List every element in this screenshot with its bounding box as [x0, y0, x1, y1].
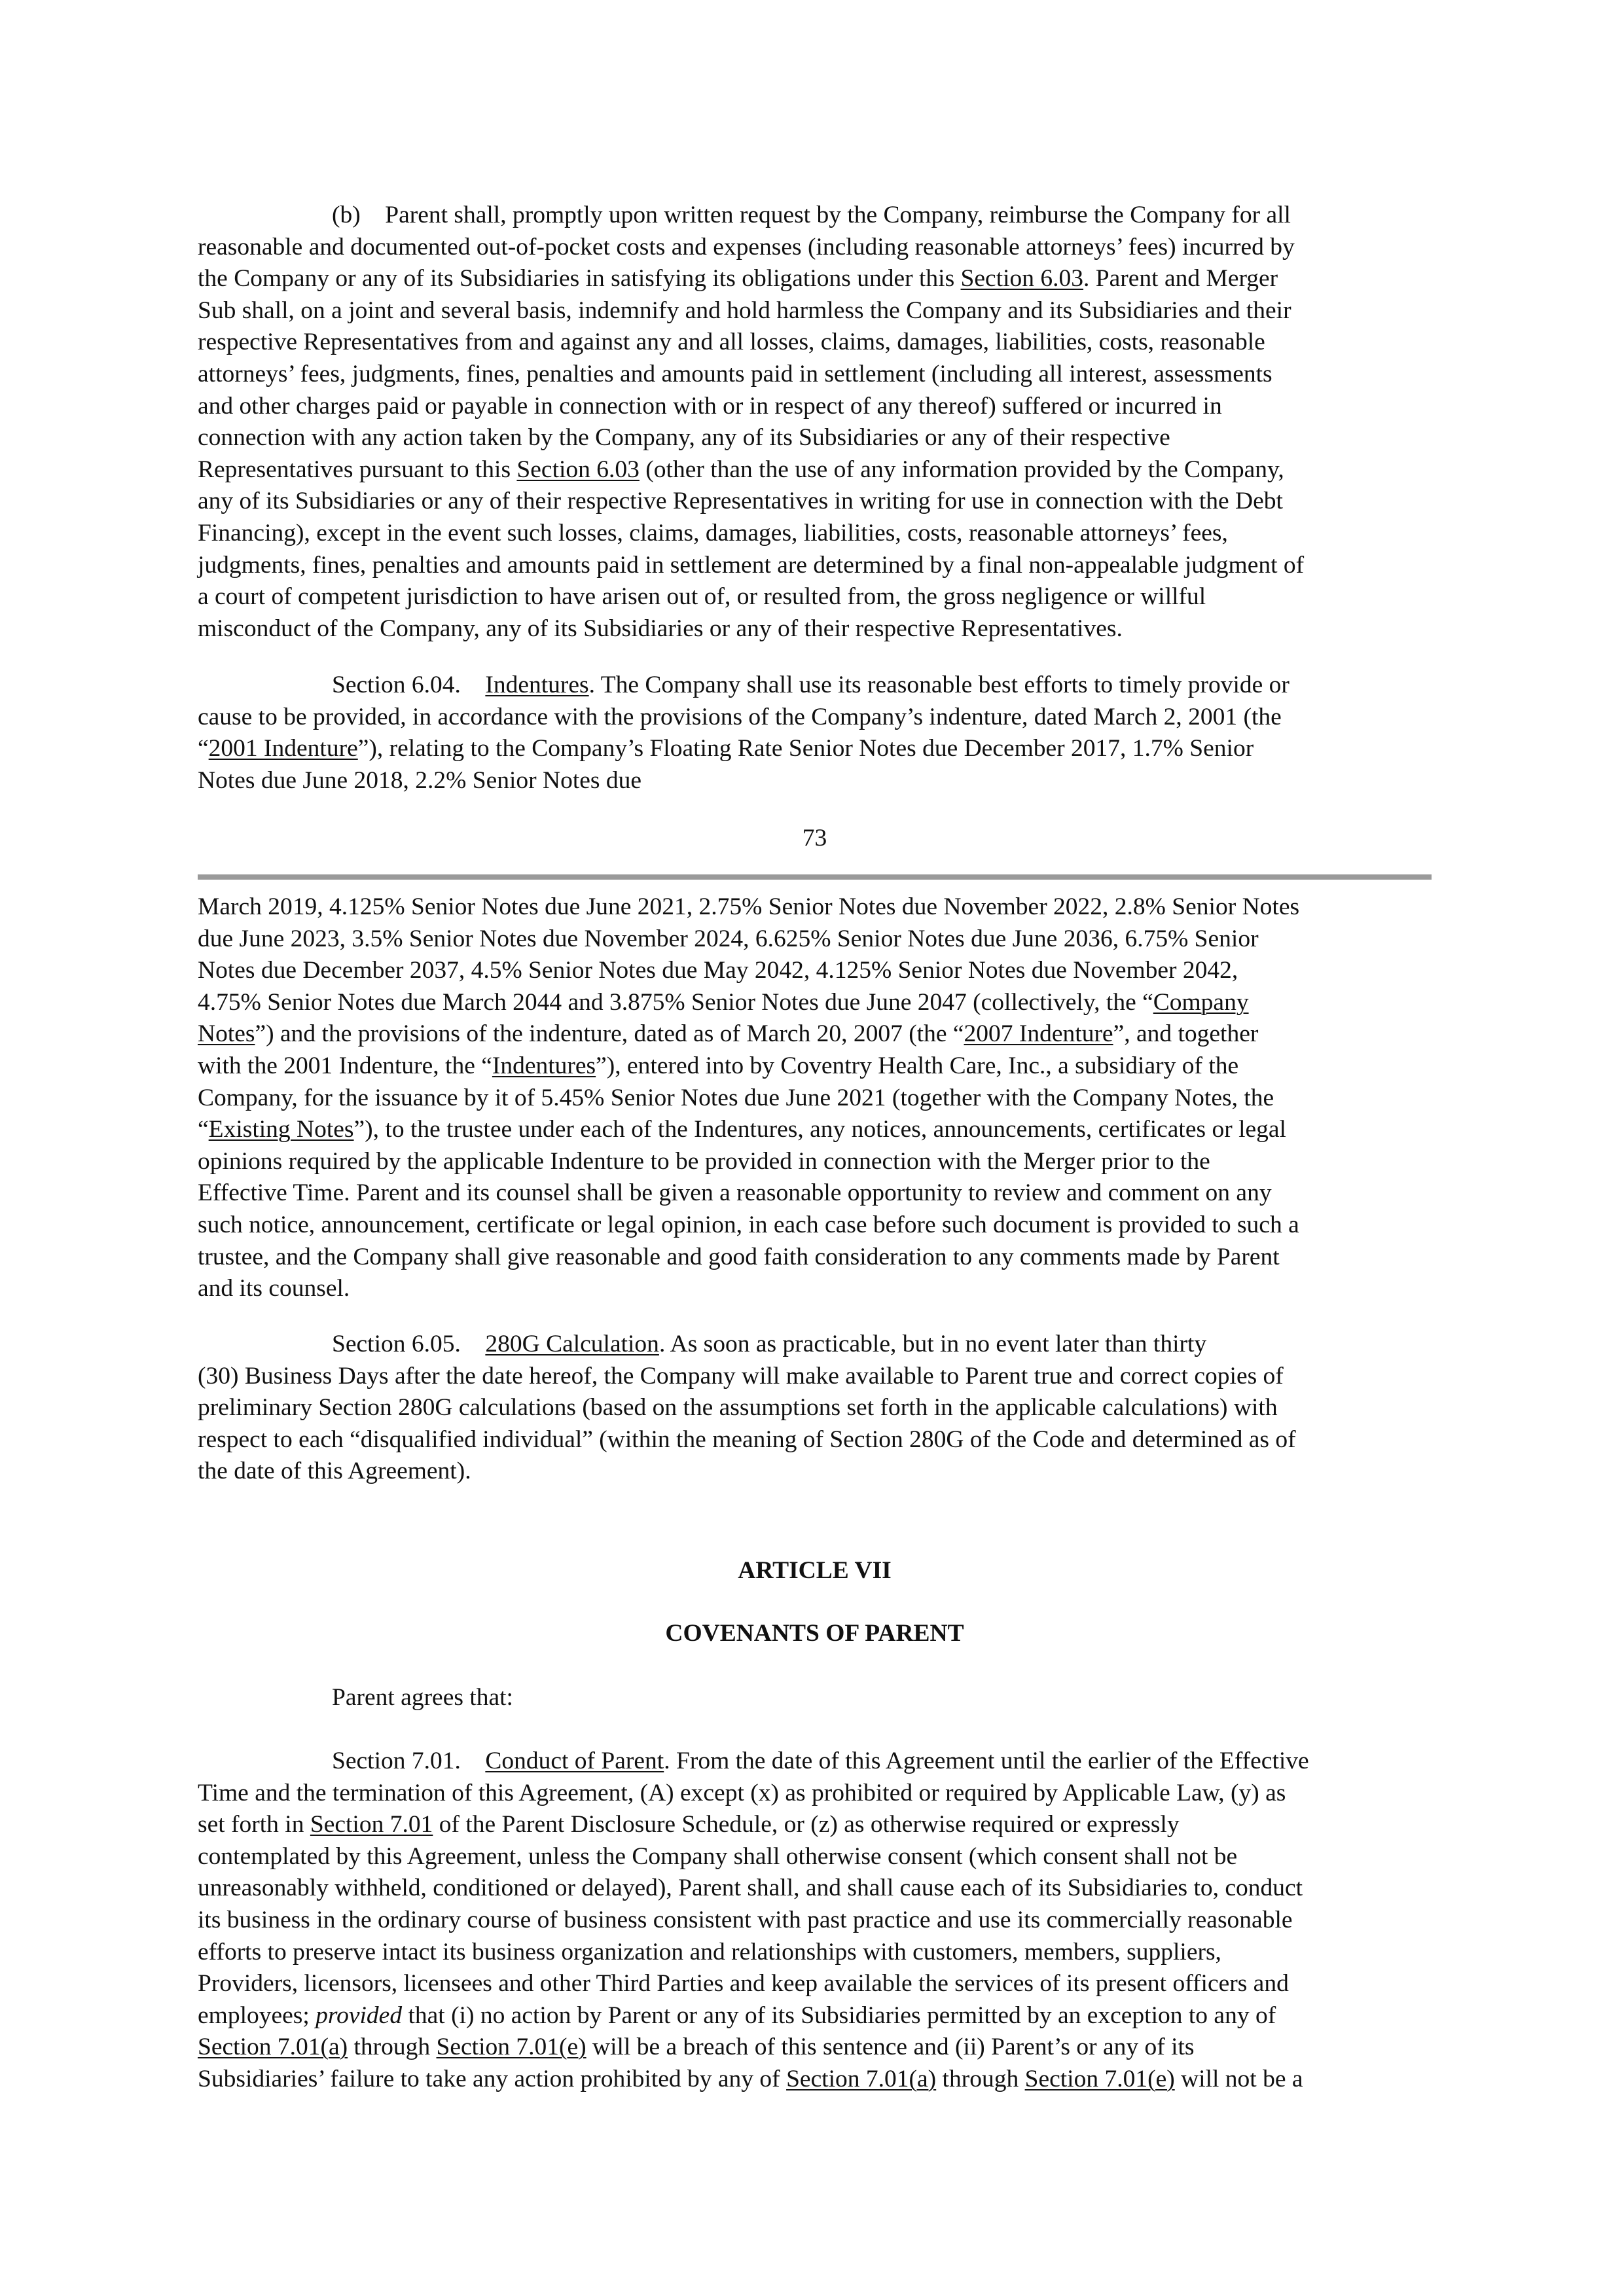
section-6-04-continued	[198, 891, 1432, 1305]
text-run: ”), entered into by Coventry Health Care, Inc., a subsidiary of the Company, for the issuance by it of 5.45% Senior Notes due June 2021 (together with the Company Notes, the “	[198, 1052, 1274, 1143]
text-run: of the Parent Disclosure Schedule, or (z) as otherwise required or expressly contemplated by this Agreement, unless the Company shall otherwise consent (which consent shall not be unreasonably withheld, conditioned or delayed), Parent shall, and shall cause each of its Subsidiaries to, conduct its business in the ordinary course of business consistent with past practice and use its commercially reasonable efforts to preserve intact its business organization and relationships with customers, members, suppliers, Providers, licensors, licensees and other Third Parties and keep available the services of its present officers and employees;	[198, 1811, 1303, 2029]
section-6-03-link[interactable]: Section 6.03	[516, 456, 640, 483]
page-divider	[198, 874, 1432, 880]
article-subtitle: COVENANTS OF PARENT	[665, 1620, 964, 1647]
section-heading-indentures: Indentures	[485, 672, 589, 698]
intro-text: Parent agrees that:	[332, 1684, 513, 1711]
section-number: Section 6.04.	[332, 672, 486, 698]
section-heading-280g: 280G Calculation	[485, 1331, 659, 1357]
indent	[198, 672, 332, 698]
section-heading-conduct-of-parent: Conduct of Parent	[485, 1748, 664, 1774]
defined-term-indentures: Indentures	[492, 1052, 596, 1079]
emphasis-provided: provided	[316, 2001, 403, 2029]
defined-term-company-notes: Company Notes	[198, 988, 1249, 1048]
text-run: . From the date of this Agreement until the earlier of the Effective Time and the termination of this Agreement, (A) except (x) as prohibited or required by Applicable Law, (y) as set forth in	[198, 1748, 1309, 1839]
page-number: 73	[802, 825, 827, 852]
text-run: . Parent and Merger Sub shall, on a joint and several basis, indemnify and hold harmless the Company and its Subsidiaries and their respective Representatives from and against any and all losses, claims, damages, liabilities, costs, reasonable attorneys’ fees, judgments, fines, penalties and amounts paid in settlement (including all interest, assessments and other charges paid or payable in connection with or in respect of any thereof) suffered or incurred in connection with any action taken by the Company, any of its Subsidiaries or any of their respective Representatives pursuant to this	[198, 265, 1291, 483]
indent	[198, 202, 332, 228]
section-number: Section 6.05.	[332, 1331, 486, 1357]
section-7-01-e-link[interactable]: Section 7.01(e)	[1024, 2065, 1175, 2092]
text-run: that (i) no action by Parent or any of its Subsidiaries permitted by an exception to any of	[408, 2001, 1276, 2029]
text-run: (other than the use of any information provided by the Company, any of its Subsidiaries or any of their respective Representatives in writing for use in connection with the Debt Financing), except in the event such losses, claims, damages, liabilities, costs, reasonable attorneys’ fees, judgments, fines, penalties and amounts paid in settlement are determined by a final non-appealable judgment of a court of competent jurisdiction to have arisen out of, or resulted from, the gross negligence or willful misconduct of the Company, any of its Subsidiaries or any of their respective Representatives.	[198, 456, 1305, 642]
text-run: will be a breach of this sentence and (ii) Parent’s or any of its Subsidiaries’ failure to take any action prohibited by any of	[198, 2034, 1195, 2092]
text-run: will not be a	[1174, 2065, 1303, 2092]
text-run: ”) and the provisions of the indenture, dated as of March 20, 2007 (the “	[255, 1020, 964, 1048]
paragraph-6-03-b	[198, 200, 1432, 645]
text-run: (b) Parent shall, promptly upon written request by the Company, reimburse the Company for all reasonable and documented out-of-pocket costs and expenses (including reasonable attorneys’ fees) incurred by the Company or any of its Subsidiaries in satisfying its obligations under this	[198, 202, 1295, 293]
article-title: ARTICLE VII	[738, 1557, 892, 1584]
section-7-01-e-link[interactable]: Section 7.01(e)	[436, 2034, 586, 2061]
text-run: ”), to the trustee under each of the Indentures, any notices, announcements, certificates or legal opinions required by the applicable Indenture to be provided in connection with the Merger prior to the Effective Time. Parent and its counsel shall be given a reasonable opportunity to review and comment on any such notice, announcement, certificate or legal opinion, in each case before such document is provided to such a trustee, and the Company shall give reasonable and good faith consideration to any comments made by Parent and its counsel.	[198, 1116, 1299, 1302]
defined-term-existing-notes: Existing Notes	[208, 1116, 354, 1143]
section-7-01-a-link[interactable]: Section 7.01(a)	[786, 2065, 937, 2092]
section-6-05-paragraph	[198, 1329, 1432, 1488]
intro-line	[198, 1682, 1432, 1714]
section-7-01-link[interactable]: Section 7.01	[310, 1811, 433, 1839]
defined-term-2007-indenture: 2007 Indenture	[964, 1020, 1113, 1048]
text-run: through	[936, 2065, 1025, 2092]
section-number: Section 7.01.	[332, 1748, 486, 1774]
text-run: . The Company shall use its reasonable best efforts to timely provide or cause to be provided, in accordance with the provisions of the Company’s indenture, dated March 2, 2001 (the “	[198, 672, 1290, 762]
text-run: through	[348, 2034, 437, 2061]
indent	[198, 1331, 332, 1357]
text-run: ”), relating to the Company’s Floating Rate Senior Notes due December 2017, 1.7% Senior Notes due June 2018, 2.2% Senior Notes due	[198, 735, 1254, 794]
defined-term-2001-indenture: 2001 Indenture	[208, 735, 358, 762]
section-7-01-paragraph	[198, 1746, 1432, 2096]
text-run: March 2019, 4.125% Senior Notes due June 2021, 2.75% Senior Notes due November 2022, 2.8% Senior Notes due June 2023, 3.5% Senior Notes due November 2024, 6.625% Senior Notes due June 2036, 6.75% Senior Notes due December 2037, 4.5% Senior Notes due May 2042, 4.125% Senior Notes due November 2042, 4.75% Senior Notes due March 2044 and 3.875% Senior Notes due June 2047 (collectively, the “	[198, 893, 1300, 1016]
text-run: . As soon as practicable, but in no event later than thirty (30) Business Days after the date hereof, the Company will make available to Parent true and correct copies of preliminary Section 280G calculations (based on the assumptions set forth in the applicable calculations) with respect to each “disqualified individual” (within the meaning of Section 280G of the Code and determined as of the date of this Agreement).	[198, 1331, 1296, 1485]
text-run: ”, and together with the 2001 Indenture, the “	[198, 1020, 1259, 1079]
section-6-03-link[interactable]: Section 6.03	[960, 265, 1084, 293]
section-7-01-a-link[interactable]: Section 7.01(a)	[198, 2034, 348, 2061]
indent	[198, 1684, 332, 1711]
section-6-04-paragraph	[198, 670, 1432, 797]
indent	[198, 1748, 332, 1774]
